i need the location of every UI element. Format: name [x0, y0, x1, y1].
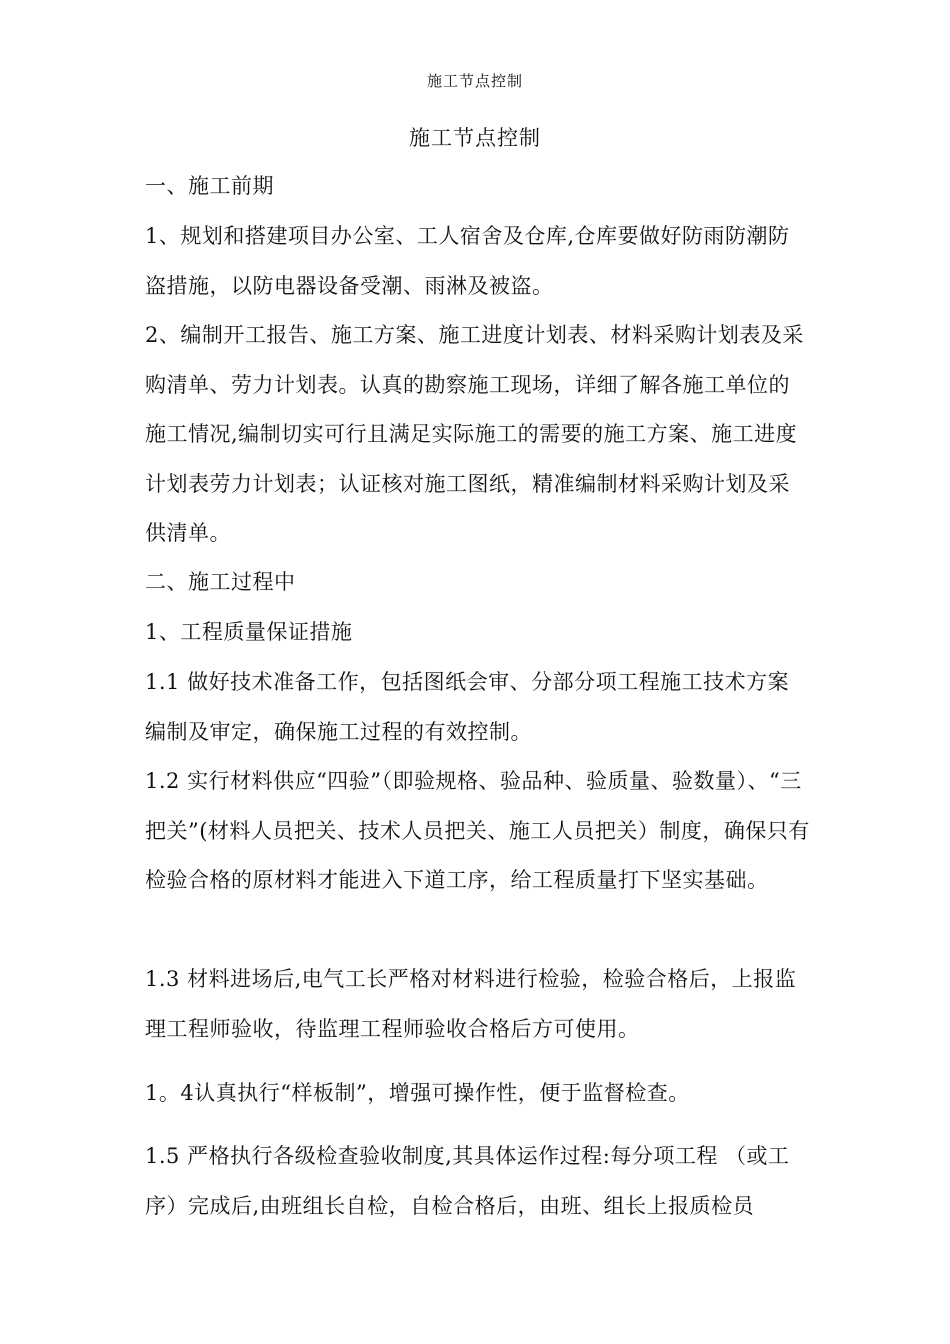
document-title: 施工节点控制 — [409, 126, 541, 150]
paragraph-1-2: 1.2 实行材料供应“四验”（即验规格、验品种、验质量、验数量）、“三把关”(材料人员把关、技术人员把关、施工人员把关）制度，确保只有检验合格的原材料才能进入下道工序，给工程质量打下坚实基础。 — [145, 769, 810, 892]
paragraph-1-4: 1。4认真执行“样板制”，增强可操作性，便于监督检查。 — [145, 1081, 690, 1105]
paragraph-item-2: 2、编制开工报告、施工方案、施工进度计划表、材料采购计划表及采购清单、劳力计划表。认真的勘察施工现场，详细了解各施工单位的施工情况,编制切实可行且满足实际施工的需要的施工方案、施工进度计划表劳力计划表；认证核对施工图纸，精准编制材料采购计划及采供清单。 — [145, 323, 804, 545]
section-heading-construction: 二、施工过程中 — [145, 570, 296, 594]
paragraph-1-3: 1.3 材料进场后,电气工长严格对材料进行检验，检验合格后，上报监理工程师验收，待监理工程师验收合格后方可使用。 — [145, 967, 797, 1041]
subsection-heading-quality: 1、工程质量保证措施 — [145, 620, 353, 644]
paragraph-1-1: 1.1 做好技术准备工作，包括图纸会审、分部分项工程施工技术方案编制及审定，确保施工过程的有效控制。 — [145, 670, 790, 744]
running-header: 施工节点控制 — [426, 72, 523, 90]
paragraph-item-1: 1、规划和搭建项目办公室、工人宿舍及仓库,仓库要做好防雨防潮防盗措施，以防电器设备受潮、雨淋及被盗。 — [145, 224, 790, 298]
paragraph-1-5: 1.5 严格执行各级检查验收制度,其具体运作过程:每分项工程 （或工序）完成后,由班组长自检，自检合格后，由班、组长上报质检员 — [145, 1144, 790, 1218]
section-heading-preconstruction: 一、施工前期 — [145, 174, 274, 198]
